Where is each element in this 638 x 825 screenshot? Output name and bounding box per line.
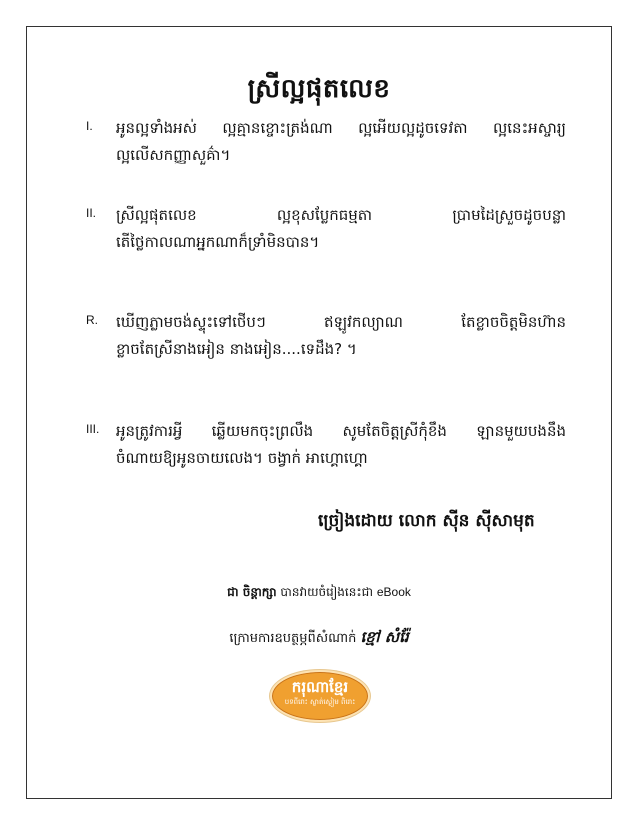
sponsor-note <box>0 628 638 650</box>
singer-credit: ច្រៀងដោយ លោក ស៊ីន ស៊ីសាមុត <box>318 511 535 531</box>
ebook-note <box>0 584 638 602</box>
verse-phrase: ឆ្លើយមកចុះព្រលឹង <box>211 422 314 440</box>
verse-line: ល្អលើសកញ្ញាសួគ៌ា។ <box>116 146 231 164</box>
verse-phrase: ឡានមួយបងនឹង <box>476 422 566 440</box>
verse-phrase: ឃើញភ្លាមចង់ស្ទុះទៅថើបៗ <box>116 313 266 331</box>
verse-phrase: ល្អនេះអស្ចារ្យ <box>493 119 566 137</box>
verse-phrase: សូមតែចិត្តស្រីកុំខឹង <box>342 422 447 440</box>
verse-marker: II. <box>86 206 97 220</box>
verse-line <box>116 311 566 333</box>
verse-line <box>116 204 566 226</box>
verse-phrase: អូនល្អទាំងអស់ <box>116 119 197 137</box>
verse-line: តើថ្លៃកាលណាអ្នកណាក៏ទ្រាំមិនបាន។ <box>116 233 320 251</box>
logo-title: ករុណាខ្មែរ <box>291 678 349 696</box>
ebook-label: eBook <box>376 585 411 599</box>
sponsor-name: ខ្មៅ សំរ៉ែ <box>360 628 409 646</box>
logo-subtitle: បទពីរោះ ស្ងាត់ស្ងៀម ពិរោះ <box>284 698 356 706</box>
verse-phrase: ល្អអើយល្អដូចទេវតា <box>358 119 468 137</box>
verse-marker: III. <box>86 422 100 436</box>
verse-line: ខ្លាចតែស្រីនាងអៀន នាងអៀន....ទេដឹង? ។ <box>116 340 357 358</box>
verse-phrase: ល្អគ្មានខ្ចោះត្រង់ណា <box>222 119 333 137</box>
verse-phrase: តែខ្លាចចិត្តមិនហ៊ាន <box>461 313 566 331</box>
verse-marker: I. <box>86 119 93 133</box>
ebook-text: បានវាយចំរៀងនេះជា <box>280 585 374 599</box>
verse-phrase: ប្រាមដៃស្រួចដូចបន្លា <box>452 206 566 224</box>
verse-phrase: អូនត្រូវការអ្វី <box>116 422 183 440</box>
verse-line: ចំណាយឱ្យអូនចាយលេង។ ចង្វាក់ អាហ្គោហ្គោ <box>116 449 368 467</box>
verse-line <box>116 117 566 139</box>
ebook-org: ជា ចិន្តាក្សា <box>227 585 277 599</box>
sponsor-text: ក្រោមការឧបត្ថម្ភពីសំណាក់ <box>229 631 357 646</box>
verse-phrase: ល្អខុសប្លែកធម្មតា <box>276 206 373 224</box>
publisher-logo <box>270 670 370 722</box>
verse-phrase: ឥឡូវកល្យាណ <box>324 313 403 331</box>
song-title: ស្រីល្អផុតលេខ <box>247 74 391 104</box>
verse-marker: R. <box>86 313 98 327</box>
verse-phrase: ស្រីល្អផុតលេខ <box>116 206 197 224</box>
verse-line <box>116 420 566 442</box>
